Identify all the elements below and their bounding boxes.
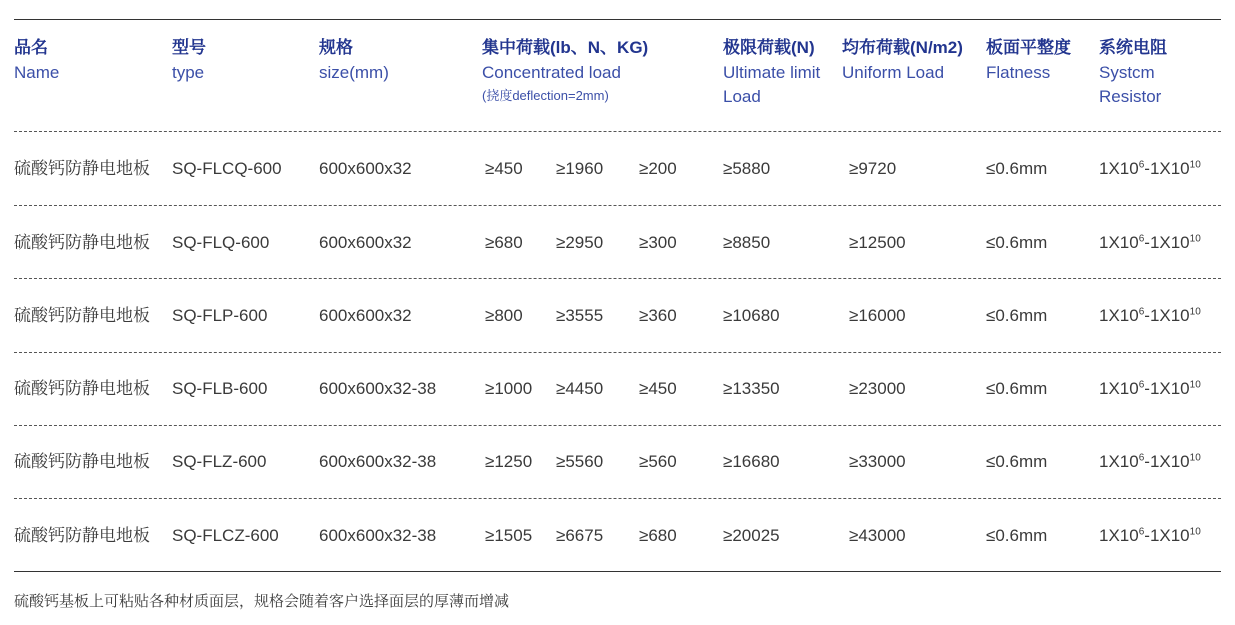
header-type-zh: 型号: [172, 38, 206, 57]
resistor-exp-low: 6: [1138, 526, 1145, 538]
cell-model: SQ-FLCZ-600: [172, 526, 279, 545]
header-name-en: Name: [14, 62, 60, 82]
cell-load-kg: ≥560: [639, 452, 677, 471]
cell-ultimate-load: ≥8850: [723, 233, 771, 252]
cell-load-n: ≥4450: [556, 379, 604, 398]
cell-load-lb: ≥800: [485, 306, 523, 325]
cell-load-lb: ≥1505: [485, 526, 533, 545]
resistor-exp-low: 6: [1138, 379, 1145, 391]
header-type-en: type: [172, 62, 205, 82]
table-bottom-rule: [14, 571, 1221, 572]
cell-resistor: [1099, 228, 1201, 258]
resistor-sep: -: [1144, 233, 1150, 252]
cell-ultimate-load: ≥10680: [723, 306, 780, 325]
header-concentrated-load-en: Concentrated load: [482, 62, 621, 82]
cell-ultimate-load: ≥20025: [723, 526, 780, 545]
cell-name: 硫酸钙防静电地板: [14, 379, 150, 398]
resistor-exp-low: 6: [1138, 306, 1145, 318]
cell-uniform-load: ≥23000: [849, 379, 906, 398]
resistor-sep: -: [1144, 159, 1150, 178]
cell-load-n: ≥2950: [556, 233, 604, 252]
header-ultimate-load-zh: 极限荷载(N): [723, 38, 815, 57]
cell-load-kg: ≥200: [639, 159, 677, 178]
cell-name: 硫酸钙防静电地板: [14, 306, 150, 325]
resistor-base-low: 1X10: [1099, 452, 1139, 471]
cell-uniform-load: ≥16000: [849, 306, 906, 325]
cell-ultimate-load: ≥5880: [723, 159, 771, 178]
cell-model: SQ-FLZ-600: [172, 452, 267, 471]
resistor-sep: -: [1144, 379, 1150, 398]
header-uniform-load-en: Uniform Load: [842, 62, 945, 82]
header-flatness-zh: 板面平整度: [986, 38, 1071, 57]
header-name-zh: 品名: [14, 38, 48, 57]
resistor-exp-high: 10: [1189, 452, 1201, 464]
header-concentrated-load-note: (挠度deflection=2mm): [482, 88, 609, 103]
cell-load-n: ≥3555: [556, 306, 604, 325]
cell-load-n: ≥5560: [556, 452, 604, 471]
header-size: [319, 36, 389, 85]
row-divider: [14, 498, 1221, 499]
cell-size: 600x600x32-38: [319, 526, 437, 545]
cell-load-kg: ≥360: [639, 306, 677, 325]
header-resistor-en: Systcm: [1099, 62, 1155, 82]
header-flatness: [986, 36, 1071, 85]
row-divider: [14, 352, 1221, 353]
cell-uniform-load: ≥43000: [849, 526, 906, 545]
resistor-sep: -: [1144, 526, 1150, 545]
cell-resistor: [1099, 521, 1201, 551]
cell-resistor: [1099, 447, 1201, 477]
cell-load-kg: ≥450: [639, 379, 677, 398]
cell-model: SQ-FLCQ-600: [172, 159, 282, 178]
cell-ultimate-load: ≥16680: [723, 452, 780, 471]
header-size-zh: 规格: [319, 38, 353, 57]
resistor-base-low: 1X10: [1099, 379, 1139, 398]
resistor-exp-low: 6: [1138, 233, 1145, 245]
header-concentrated-load-zh: 集中荷载(lb、N、KG): [482, 38, 649, 57]
cell-uniform-load: ≥12500: [849, 233, 906, 252]
cell-name: 硫酸钙防静电地板: [14, 159, 150, 178]
resistor-base-low: 1X10: [1099, 306, 1139, 325]
row-divider: [14, 425, 1221, 426]
cell-resistor: [1099, 374, 1201, 404]
cell-uniform-load: ≥9720: [849, 159, 897, 178]
resistor-base-high: 1X10: [1149, 306, 1190, 325]
header-ultimate-load: [723, 36, 820, 110]
cell-model: SQ-FLQ-600: [172, 233, 270, 252]
cell-load-n: ≥1960: [556, 159, 604, 178]
header-resistor-zh: 系统电阻: [1099, 38, 1167, 57]
resistor-exp-high: 10: [1189, 159, 1201, 171]
header-ultimate-load-en2: Load: [723, 87, 761, 106]
row-divider: [14, 278, 1221, 279]
table-row: [0, 521, 1235, 551]
resistor-exp-low: 6: [1138, 159, 1145, 171]
table-row: [0, 301, 1235, 331]
resistor-sep: -: [1144, 452, 1150, 471]
header-resistor-en2: Resistor: [1099, 87, 1162, 106]
header-resistor: [1099, 36, 1167, 110]
resistor-exp-high: 10: [1189, 379, 1201, 391]
cell-load-lb: ≥450: [485, 159, 523, 178]
cell-size: 600x600x32: [319, 233, 412, 252]
resistor-base-high: 1X10: [1149, 159, 1190, 178]
resistor-base-low: 1X10: [1099, 526, 1139, 545]
header-ultimate-load-en: Ultimate limit: [723, 62, 821, 82]
cell-load-n: ≥6675: [556, 526, 604, 545]
header-size-en: size(mm): [319, 62, 389, 82]
cell-ultimate-load: ≥13350: [723, 379, 780, 398]
cell-load-kg: ≥680: [639, 526, 677, 545]
footnote: 硫酸钙基板上可粘贴各种材质面层，规格会随着客户选择面层的厚薄而增减: [14, 593, 510, 610]
cell-flatness: ≤0.6mm: [986, 233, 1048, 252]
table-row: [0, 374, 1235, 404]
cell-size: 600x600x32-38: [319, 452, 437, 471]
cell-load-kg: ≥300: [639, 233, 677, 252]
resistor-base-low: 1X10: [1099, 233, 1139, 252]
header-flatness-en: Flatness: [986, 62, 1051, 82]
cell-resistor: [1099, 301, 1201, 331]
resistor-base-high: 1X10: [1149, 379, 1190, 398]
cell-model: SQ-FLP-600: [172, 306, 268, 325]
cell-load-lb: ≥680: [485, 233, 523, 252]
table-row: [0, 154, 1235, 184]
resistor-exp-high: 10: [1189, 233, 1201, 245]
cell-flatness: ≤0.6mm: [986, 379, 1048, 398]
cell-load-lb: ≥1000: [485, 379, 533, 398]
cell-name: 硫酸钙防静电地板: [14, 452, 150, 471]
cell-size: 600x600x32: [319, 159, 412, 178]
cell-flatness: ≤0.6mm: [986, 159, 1048, 178]
cell-size: 600x600x32: [319, 306, 412, 325]
resistor-base-high: 1X10: [1149, 233, 1190, 252]
resistor-exp-high: 10: [1189, 306, 1201, 318]
cell-model: SQ-FLB-600: [172, 379, 268, 398]
row-divider: [14, 205, 1221, 206]
header-uniform-load: [842, 36, 963, 85]
resistor-exp-low: 6: [1138, 452, 1145, 464]
resistor-base-low: 1X10: [1099, 159, 1139, 178]
row-divider: [14, 131, 1221, 132]
resistor-base-high: 1X10: [1149, 526, 1190, 545]
resistor-base-high: 1X10: [1149, 452, 1190, 471]
table-top-rule: [14, 19, 1221, 20]
cell-name: 硫酸钙防静电地板: [14, 526, 150, 545]
cell-size: 600x600x32-38: [319, 379, 437, 398]
header-uniform-load-zh: 均布荷载(N/m2): [842, 38, 963, 57]
resistor-sep: -: [1144, 306, 1150, 325]
cell-uniform-load: ≥33000: [849, 452, 906, 471]
cell-flatness: ≤0.6mm: [986, 452, 1048, 471]
resistor-exp-high: 10: [1189, 526, 1201, 538]
cell-load-lb: ≥1250: [485, 452, 533, 471]
cell-name: 硫酸钙防静电地板: [14, 233, 150, 252]
table-row: [0, 228, 1235, 258]
header-concentrated-load: [482, 36, 648, 107]
table-row: [0, 447, 1235, 477]
cell-flatness: ≤0.6mm: [986, 526, 1048, 545]
header-type: [172, 36, 206, 85]
cell-resistor: [1099, 154, 1201, 184]
header-name: [14, 36, 59, 85]
cell-flatness: ≤0.6mm: [986, 306, 1048, 325]
